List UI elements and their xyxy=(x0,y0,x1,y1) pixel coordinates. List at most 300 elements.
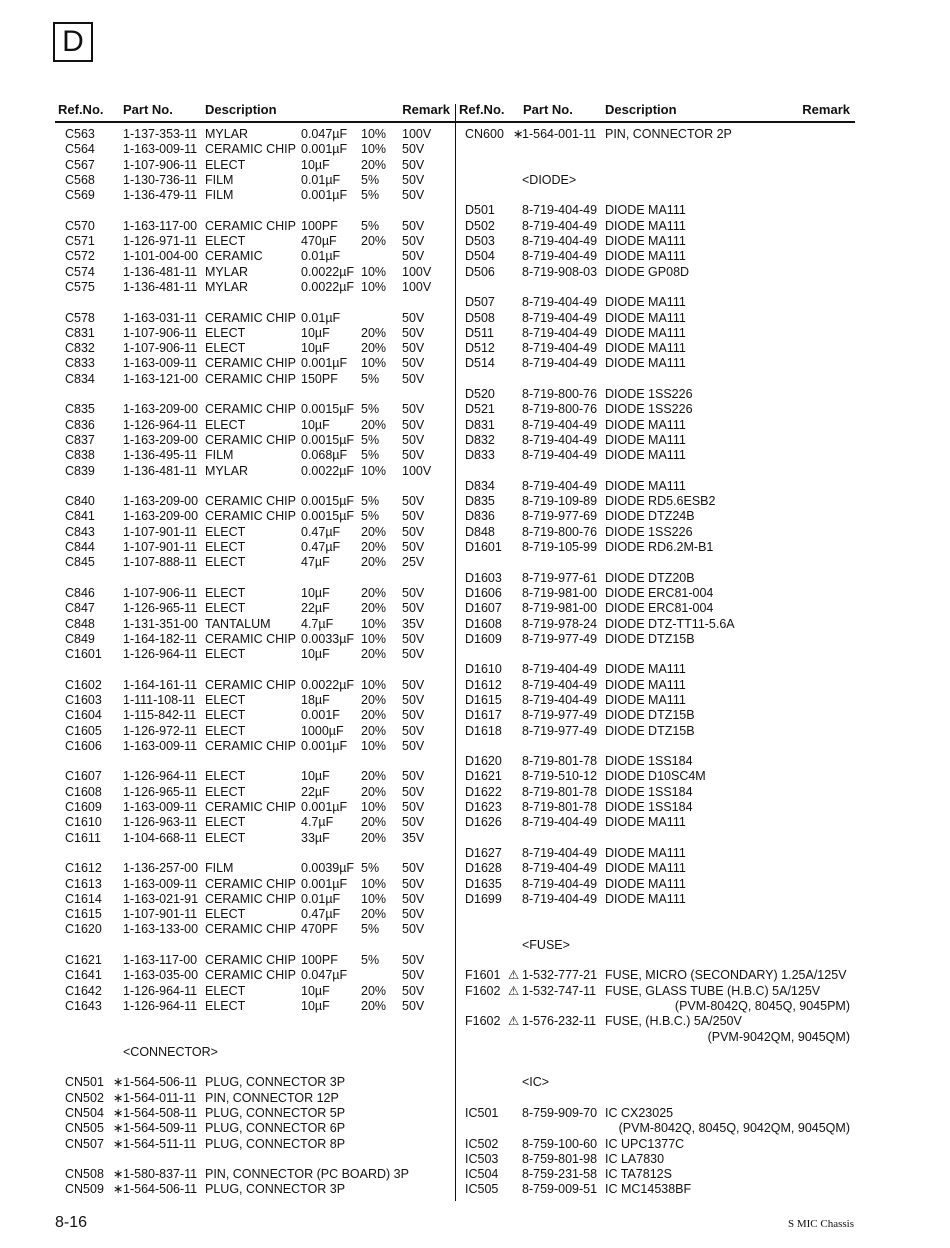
ref-no: F1602 xyxy=(465,1014,501,1029)
voltage: 50V xyxy=(402,922,425,937)
part-no: 8-719-977-61 xyxy=(522,570,598,585)
part-no: 8-719-404-49 xyxy=(522,218,598,233)
safety-mark: ∗ xyxy=(113,1106,124,1120)
description: DIODE DTZ24B xyxy=(605,509,695,524)
part-no: 1-126-965-11 xyxy=(123,601,198,616)
tolerance: 20% xyxy=(361,830,387,845)
description: PLUG, CONNECTOR 3P xyxy=(205,1075,346,1090)
ref-no: D1610 xyxy=(465,662,502,677)
part-row xyxy=(55,356,455,371)
part-no: 1-126-964-11 xyxy=(123,983,198,998)
voltage: 100V xyxy=(402,127,432,141)
ref-no: D514 xyxy=(465,356,495,371)
ref-no: CN502 xyxy=(65,1090,104,1105)
ref-no: C1604 xyxy=(65,708,102,723)
group-spacer xyxy=(455,1060,850,1075)
description: CERAMIC CHIP xyxy=(205,738,296,753)
value: 4.7µF xyxy=(301,815,334,830)
part-row xyxy=(455,402,850,417)
right-column-header xyxy=(455,102,855,121)
part-row xyxy=(455,219,850,234)
ref-no: D1603 xyxy=(465,570,502,585)
description: DIODE MA111 xyxy=(605,876,686,891)
ref-no: C575 xyxy=(65,279,95,294)
ref-no: IC503 xyxy=(465,1151,499,1166)
group-spacer xyxy=(55,571,455,586)
part-no: 1-107-906-11 xyxy=(123,341,198,356)
ref-no: D848 xyxy=(465,524,495,539)
description: CERAMIC CHIP xyxy=(205,800,296,815)
tolerance: 5% xyxy=(361,188,380,203)
group-spacer xyxy=(455,158,850,173)
ref-no: C836 xyxy=(65,417,95,432)
part-row xyxy=(455,418,850,433)
value: 4.7µF xyxy=(301,616,334,631)
safety-mark: ⚠ xyxy=(508,983,520,998)
part-no: 8-719-404-49 xyxy=(522,249,598,264)
description: ELECT xyxy=(205,907,246,922)
ref-no: C570 xyxy=(65,218,95,233)
safety-mark: ∗ xyxy=(113,1182,124,1197)
part-no: 1-532-747-11 xyxy=(522,983,597,998)
part-row xyxy=(55,464,455,479)
value: 150PF xyxy=(301,371,338,386)
voltage: 50V xyxy=(402,953,425,968)
ref-no: C834 xyxy=(65,371,95,386)
value: 10µF xyxy=(301,647,330,662)
description: PLUG, CONNECTOR 5P xyxy=(205,1106,346,1120)
voltage: 50V xyxy=(402,524,425,539)
description: DIODE MA111 xyxy=(605,417,686,432)
tolerance: 20% xyxy=(361,524,387,539)
part-no: 8-759-009-51 xyxy=(522,1182,598,1197)
part-no: 8-719-404-49 xyxy=(522,478,598,493)
tolerance: 5% xyxy=(361,172,380,187)
ref-no: C1615 xyxy=(65,907,102,922)
value: 0.0033µF xyxy=(301,631,355,646)
part-row xyxy=(55,418,455,433)
part-no: 1-164-161-11 xyxy=(123,677,198,692)
description: PLUG, CONNECTOR 3P xyxy=(205,1182,346,1197)
part-row xyxy=(55,525,455,540)
ref-no: D1627 xyxy=(465,845,502,860)
part-row xyxy=(55,1121,455,1136)
part-row xyxy=(55,1182,455,1197)
ic-heading xyxy=(455,1075,850,1090)
description: DIODE 1SS226 xyxy=(605,387,693,402)
tolerance: 5% xyxy=(361,861,380,876)
tolerance: 20% xyxy=(361,585,387,600)
description: CERAMIC CHIP xyxy=(205,509,296,524)
voltage: 50V xyxy=(402,585,425,600)
part-no: 1-104-668-11 xyxy=(123,830,198,845)
voltage: 100V xyxy=(402,279,432,294)
ref-no: C847 xyxy=(65,601,95,616)
voltage: 50V xyxy=(402,815,425,830)
description: ELECT xyxy=(205,540,246,555)
tolerance: 10% xyxy=(361,891,387,906)
part-row xyxy=(455,724,850,739)
ref-no: C843 xyxy=(65,524,95,539)
part-no: 1-107-888-11 xyxy=(123,555,198,570)
ref-no: C1641 xyxy=(65,968,102,983)
part-no: 1-564-001-11 xyxy=(522,127,597,141)
part-row xyxy=(455,1106,850,1121)
description: PLUG, CONNECTOR 8P xyxy=(205,1136,346,1151)
value: 0.0039µF xyxy=(301,861,355,876)
description: DIODE MA111 xyxy=(605,478,686,493)
description: DIODE DTZ20B xyxy=(605,570,695,585)
ref-no: D1618 xyxy=(465,723,502,738)
voltage: 50V xyxy=(402,998,425,1013)
ref-no: D501 xyxy=(465,203,495,218)
section-tab: D xyxy=(53,22,93,62)
tolerance: 10% xyxy=(361,264,387,279)
ref-no: D504 xyxy=(465,249,495,264)
ref-no: D835 xyxy=(465,494,495,509)
voltage: 50V xyxy=(402,172,425,187)
part-row xyxy=(55,953,455,968)
section-title: <CONNECTOR> xyxy=(123,1044,218,1059)
value: 470PF xyxy=(301,922,338,937)
part-no: 8-719-109-89 xyxy=(522,494,598,509)
group-spacer xyxy=(455,922,850,937)
value: 0.0022µF xyxy=(301,463,355,478)
value: 0.001µF xyxy=(301,738,348,753)
group-spacer xyxy=(455,831,850,846)
ref-no: D1626 xyxy=(465,815,502,830)
voltage: 50V xyxy=(402,677,425,692)
ref-no: C578 xyxy=(65,310,95,325)
value: 0.047µF xyxy=(301,127,348,141)
part-row xyxy=(455,861,850,876)
part-row xyxy=(455,525,850,540)
value: 470µF xyxy=(301,234,337,249)
part-row xyxy=(55,678,455,693)
description: DIODE MA111 xyxy=(605,356,686,371)
part-row xyxy=(55,907,455,922)
value: 33µF xyxy=(301,830,330,845)
part-no: 1-163-009-11 xyxy=(123,356,198,371)
description: PLUG, CONNECTOR 6P xyxy=(205,1121,346,1136)
voltage: 50V xyxy=(402,142,425,157)
ref-no: D1620 xyxy=(465,754,502,769)
description: CERAMIC CHIP xyxy=(205,432,296,447)
group-spacer xyxy=(455,1045,850,1060)
value: 0.0015µF xyxy=(301,509,355,524)
part-no: 8-719-404-49 xyxy=(522,861,598,876)
tolerance: 10% xyxy=(361,616,387,631)
voltage: 50V xyxy=(402,325,425,340)
part-no: 8-719-404-49 xyxy=(522,341,598,356)
part-no: 8-719-801-78 xyxy=(522,784,598,799)
tolerance: 5% xyxy=(361,922,380,937)
ref-no: CN508 xyxy=(65,1167,104,1182)
part-row xyxy=(55,280,455,295)
description: CERAMIC CHIP xyxy=(205,371,296,386)
part-no: 8-719-404-49 xyxy=(522,876,598,891)
part-no: 1-564-509-11 xyxy=(123,1121,198,1136)
part-no: 8-719-978-24 xyxy=(522,616,598,631)
value: 0.0015µF xyxy=(301,494,355,509)
part-no: 1-136-481-11 xyxy=(123,279,198,294)
description: ELECT xyxy=(205,234,246,249)
part-row xyxy=(455,356,850,371)
description: DIODE MA111 xyxy=(605,325,686,340)
description: ELECT xyxy=(205,784,246,799)
part-no: 8-719-404-49 xyxy=(522,356,598,371)
part-no: 1-101-004-00 xyxy=(123,249,199,264)
description: PIN, CONNECTOR (PC BOARD) 3P xyxy=(205,1167,409,1182)
voltage: 50V xyxy=(402,784,425,799)
value: 0.0015µF xyxy=(301,432,355,447)
description: FILM xyxy=(205,861,234,876)
value: 22µF xyxy=(301,601,330,616)
description: ELECT xyxy=(205,692,246,707)
description: ELECT xyxy=(205,830,246,845)
tolerance: 5% xyxy=(361,218,380,233)
description: FUSE, MICRO (SECONDARY) 1.25A/125V xyxy=(605,968,847,983)
part-row xyxy=(455,754,850,769)
part-row xyxy=(55,724,455,739)
part-row xyxy=(55,265,455,280)
voltage: 50V xyxy=(402,631,425,646)
part-no: 1-136-257-00 xyxy=(123,861,199,876)
part-no: 1-564-011-11 xyxy=(123,1090,197,1105)
part-no: 8-719-404-49 xyxy=(522,417,598,432)
description: CERAMIC xyxy=(205,249,263,264)
value: 10µF xyxy=(301,585,330,600)
value: 0.0022µF xyxy=(301,279,355,294)
description: MYLAR xyxy=(205,264,249,279)
value: 0.47µF xyxy=(301,907,341,922)
value: 0.0015µF xyxy=(301,402,355,417)
tolerance: 10% xyxy=(361,800,387,815)
part-row xyxy=(55,617,455,632)
ref-no: C1609 xyxy=(65,800,102,815)
part-row xyxy=(55,219,455,234)
tolerance: 20% xyxy=(361,815,387,830)
ref-no: C837 xyxy=(65,432,95,447)
ref-no: D511 xyxy=(465,325,494,340)
value: 18µF xyxy=(301,692,330,707)
part-row xyxy=(455,311,850,326)
ref-no: C838 xyxy=(65,448,95,463)
tolerance: 10% xyxy=(361,279,387,294)
part-row xyxy=(55,831,455,846)
description-continuation xyxy=(455,999,850,1014)
part-no: 8-719-404-49 xyxy=(522,692,598,707)
description: DIODE 1SS184 xyxy=(605,800,693,815)
ref-no: IC505 xyxy=(465,1182,499,1197)
part-row xyxy=(455,693,850,708)
description: DIODE ERC81-004 xyxy=(605,585,714,600)
ref-no: D1622 xyxy=(465,784,502,799)
ref-no: CN501 xyxy=(65,1075,104,1090)
part-row xyxy=(455,540,850,555)
description: CERAMIC CHIP xyxy=(205,968,296,983)
part-row xyxy=(455,1167,850,1182)
tolerance: 20% xyxy=(361,325,387,340)
description: CERAMIC CHIP xyxy=(205,356,296,371)
tolerance: 10% xyxy=(361,677,387,692)
part-no: 1-107-906-11 xyxy=(123,325,198,340)
part-row xyxy=(55,494,455,509)
part-no: 1-126-964-11 xyxy=(123,769,198,784)
part-row xyxy=(455,341,850,356)
part-no: 8-759-801-98 xyxy=(522,1151,598,1166)
part-no: 8-719-404-49 xyxy=(522,662,598,677)
part-row xyxy=(55,739,455,754)
part-row xyxy=(55,586,455,601)
part-no: 1-163-209-00 xyxy=(123,432,199,447)
part-row xyxy=(55,158,455,173)
voltage: 50V xyxy=(402,310,425,325)
group-spacer xyxy=(455,142,850,157)
part-no: 1-126-963-11 xyxy=(123,815,198,830)
part-no: 1-163-009-11 xyxy=(123,876,198,891)
header-description: Description xyxy=(205,102,277,117)
ref-no: CN505 xyxy=(65,1121,104,1136)
voltage: 50V xyxy=(402,647,425,662)
part-row xyxy=(55,540,455,555)
safety-mark: ⚠ xyxy=(508,968,520,983)
section-title: <IC> xyxy=(522,1075,550,1090)
description: ELECT xyxy=(205,815,246,830)
group-spacer xyxy=(55,1152,455,1167)
part-no: 1-163-121-00 xyxy=(123,371,199,386)
tolerance: 20% xyxy=(361,784,387,799)
voltage: 100V xyxy=(402,463,432,478)
part-no: 8-719-800-76 xyxy=(522,402,598,417)
tolerance: 5% xyxy=(361,432,380,447)
voltage: 50V xyxy=(402,356,425,371)
ref-no: C1603 xyxy=(65,692,102,707)
value: 10µF xyxy=(301,417,330,432)
group-spacer xyxy=(55,754,455,769)
description: DIODE GP08D xyxy=(605,264,690,279)
ref-no: D831 xyxy=(465,417,495,432)
ref-no: F1601 xyxy=(465,968,501,983)
value: 22µF xyxy=(301,784,330,799)
ref-no: D1607 xyxy=(465,601,502,616)
header-part-no: Part No. xyxy=(123,102,173,117)
ref-no: C568 xyxy=(65,172,95,187)
part-no: 1-163-133-00 xyxy=(123,922,199,937)
description: IC LA7830 xyxy=(605,1151,665,1166)
part-row xyxy=(455,234,850,249)
ref-no: C569 xyxy=(65,188,95,203)
part-no: 8-719-404-49 xyxy=(522,325,598,340)
ref-no: C835 xyxy=(65,402,95,417)
description: CERAMIC CHIP xyxy=(205,876,296,891)
description: DIODE RD5.6ESB2 xyxy=(605,494,716,509)
ref-no: C1601 xyxy=(65,647,102,662)
description: CERAMIC CHIP xyxy=(205,218,296,233)
part-no: 1-163-035-00 xyxy=(123,968,199,983)
safety-mark: ∗ xyxy=(113,1121,124,1136)
description: ELECT xyxy=(205,983,246,998)
ref-no: C572 xyxy=(65,249,95,264)
ref-no: C1602 xyxy=(65,677,102,692)
part-no: 1-126-964-11 xyxy=(123,417,198,432)
description: ELECT xyxy=(205,601,246,616)
value: 0.01µF xyxy=(301,891,341,906)
part-no: 1-136-495-11 xyxy=(123,448,198,463)
description: CERAMIC CHIP xyxy=(205,953,296,968)
ref-no: D503 xyxy=(465,234,495,249)
voltage: 50V xyxy=(402,861,425,876)
ref-no: D506 xyxy=(465,264,495,279)
part-no: 1-107-906-11 xyxy=(123,585,198,600)
ref-no: IC501 xyxy=(465,1106,499,1120)
header-remark: Remark xyxy=(802,102,850,117)
part-row xyxy=(55,1106,455,1121)
voltage: 50V xyxy=(402,509,425,524)
description: DIODE ERC81-004 xyxy=(605,601,714,616)
description: DIODE MA111 xyxy=(605,218,686,233)
ref-no: D1612 xyxy=(465,677,502,692)
part-no: 1-163-209-00 xyxy=(123,494,199,509)
part-no: 1-163-031-11 xyxy=(123,310,198,325)
part-row xyxy=(455,387,850,402)
description: DIODE 1SS184 xyxy=(605,784,693,799)
description: ELECT xyxy=(205,723,246,738)
description: DIODE MA111 xyxy=(605,295,686,310)
part-no: 8-719-510-12 xyxy=(522,769,598,784)
tolerance: 20% xyxy=(361,157,387,172)
ref-no: D833 xyxy=(465,448,495,463)
ref-no: C571 xyxy=(65,234,95,249)
group-spacer xyxy=(55,387,455,402)
tolerance: 10% xyxy=(361,142,387,157)
ref-no: C849 xyxy=(65,631,95,646)
voltage: 50V xyxy=(402,157,425,172)
part-no: 1-126-964-11 xyxy=(123,647,198,662)
safety-mark: ∗ xyxy=(513,127,524,141)
tolerance: 20% xyxy=(361,907,387,922)
part-no: 8-719-977-49 xyxy=(522,708,598,723)
description: DIODE MA111 xyxy=(605,861,686,876)
value: 0.01µF xyxy=(301,249,341,264)
part-no: 1-126-972-11 xyxy=(123,723,198,738)
ref-no: C833 xyxy=(65,356,95,371)
group-spacer xyxy=(455,188,850,203)
tolerance: 10% xyxy=(361,631,387,646)
tolerance: 10% xyxy=(361,356,387,371)
part-no: 1-107-901-11 xyxy=(123,540,198,555)
part-row xyxy=(455,265,850,280)
description: DIODE MA111 xyxy=(605,815,686,830)
group-spacer xyxy=(55,295,455,310)
tolerance: 10% xyxy=(361,738,387,753)
part-row xyxy=(55,877,455,892)
description: DIODE MA111 xyxy=(605,341,686,356)
value: 10µF xyxy=(301,341,330,356)
value: 0.001µF xyxy=(301,142,348,157)
part-row xyxy=(55,693,455,708)
voltage: 50V xyxy=(402,708,425,723)
value: 0.001µF xyxy=(301,188,348,203)
ref-no: C567 xyxy=(65,157,95,172)
ref-no: C1606 xyxy=(65,738,102,753)
part-row xyxy=(455,586,850,601)
section-title: <DIODE> xyxy=(522,172,577,187)
part-row xyxy=(455,678,850,693)
part-row xyxy=(55,892,455,907)
part-no: 8-719-404-49 xyxy=(522,203,598,218)
ref-no: D1617 xyxy=(465,708,502,723)
